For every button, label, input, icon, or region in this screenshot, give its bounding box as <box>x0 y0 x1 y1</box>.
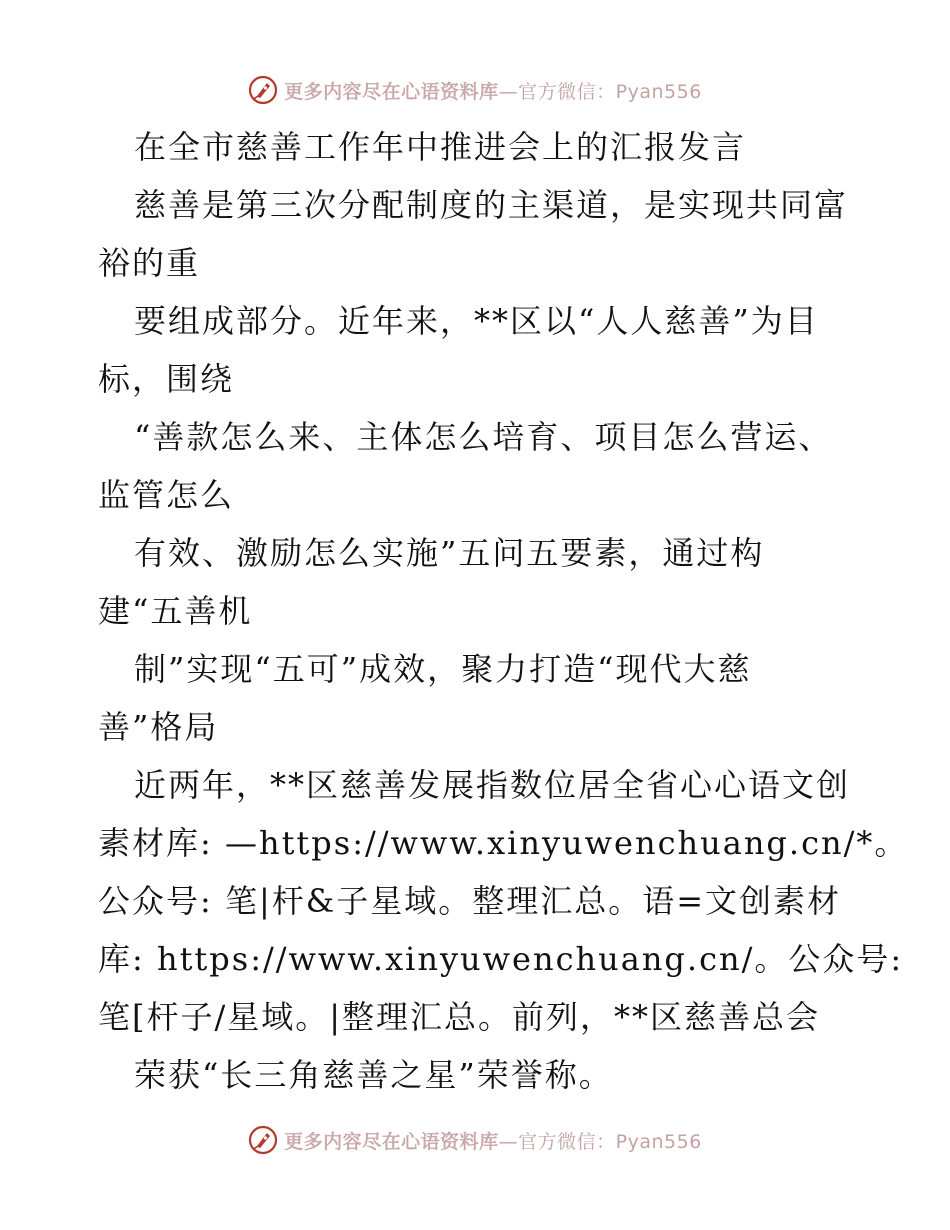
watermark-main-text: 更多内容尽在心语资料库 <box>284 80 499 103</box>
footer-watermark <box>0 1122 950 1158</box>
document-title: 在全市慈善工作年中推进会上的汇报发言 <box>134 128 747 166</box>
paragraph-line: 荣获“长三角慈善之星”荣誉称。 <box>134 1056 613 1094</box>
paragraph-line: 裕的重 <box>98 244 201 282</box>
paragraph-line: 要组成部分。近年来，**区以“人人慈善”为目 <box>134 302 819 340</box>
paragraph-line: 近两年，**区慈善发展指数位居全省心心语文创 <box>134 766 851 804</box>
header-watermark <box>0 72 950 108</box>
paragraph-line: 制”实现“五可”成效，聚力打造“现代大慈 <box>134 650 752 688</box>
watermark-contact-text: —官方微信：Pyan556 <box>498 1130 702 1153</box>
watermark-main-text: 更多内容尽在心语资料库 <box>284 1130 499 1153</box>
pen-nib-logo-icon <box>248 75 278 105</box>
paragraph-line: “善款怎么来、主体怎么培育、项目怎么营运、 <box>134 418 833 456</box>
paragraph-line: 库: https://www.xinyuwenchuang.cn/。公众号: <box>98 940 904 978</box>
pen-nib-logo-icon <box>248 1125 278 1155</box>
paragraph-line: 建“五善机 <box>98 592 253 630</box>
watermark-contact-text: —官方微信：Pyan556 <box>498 80 702 103</box>
watermark-text <box>284 77 702 104</box>
paragraph-line: 善”格局 <box>98 708 219 746</box>
paragraph-line: 素材库: —https://www.xinyuwenchuang.cn/*。 <box>98 824 909 862</box>
paragraph-line: 监管怎么 <box>98 476 235 514</box>
paragraph-line: 笔[杆子/星域。|整理汇总。前列，**区慈善总会 <box>98 998 821 1036</box>
paragraph-line: 慈善是第三次分配制度的主渠道，是实现共同富 <box>134 186 849 224</box>
paragraph-line: 标，围绕 <box>98 360 235 398</box>
paragraph-line: 有效、激励怎么实施”五问五要素，通过构 <box>134 534 765 572</box>
watermark-text <box>284 1127 702 1154</box>
paragraph-line: 公众号: 笔|杆&子星域。整理汇总。语=文创素材 <box>98 882 842 920</box>
